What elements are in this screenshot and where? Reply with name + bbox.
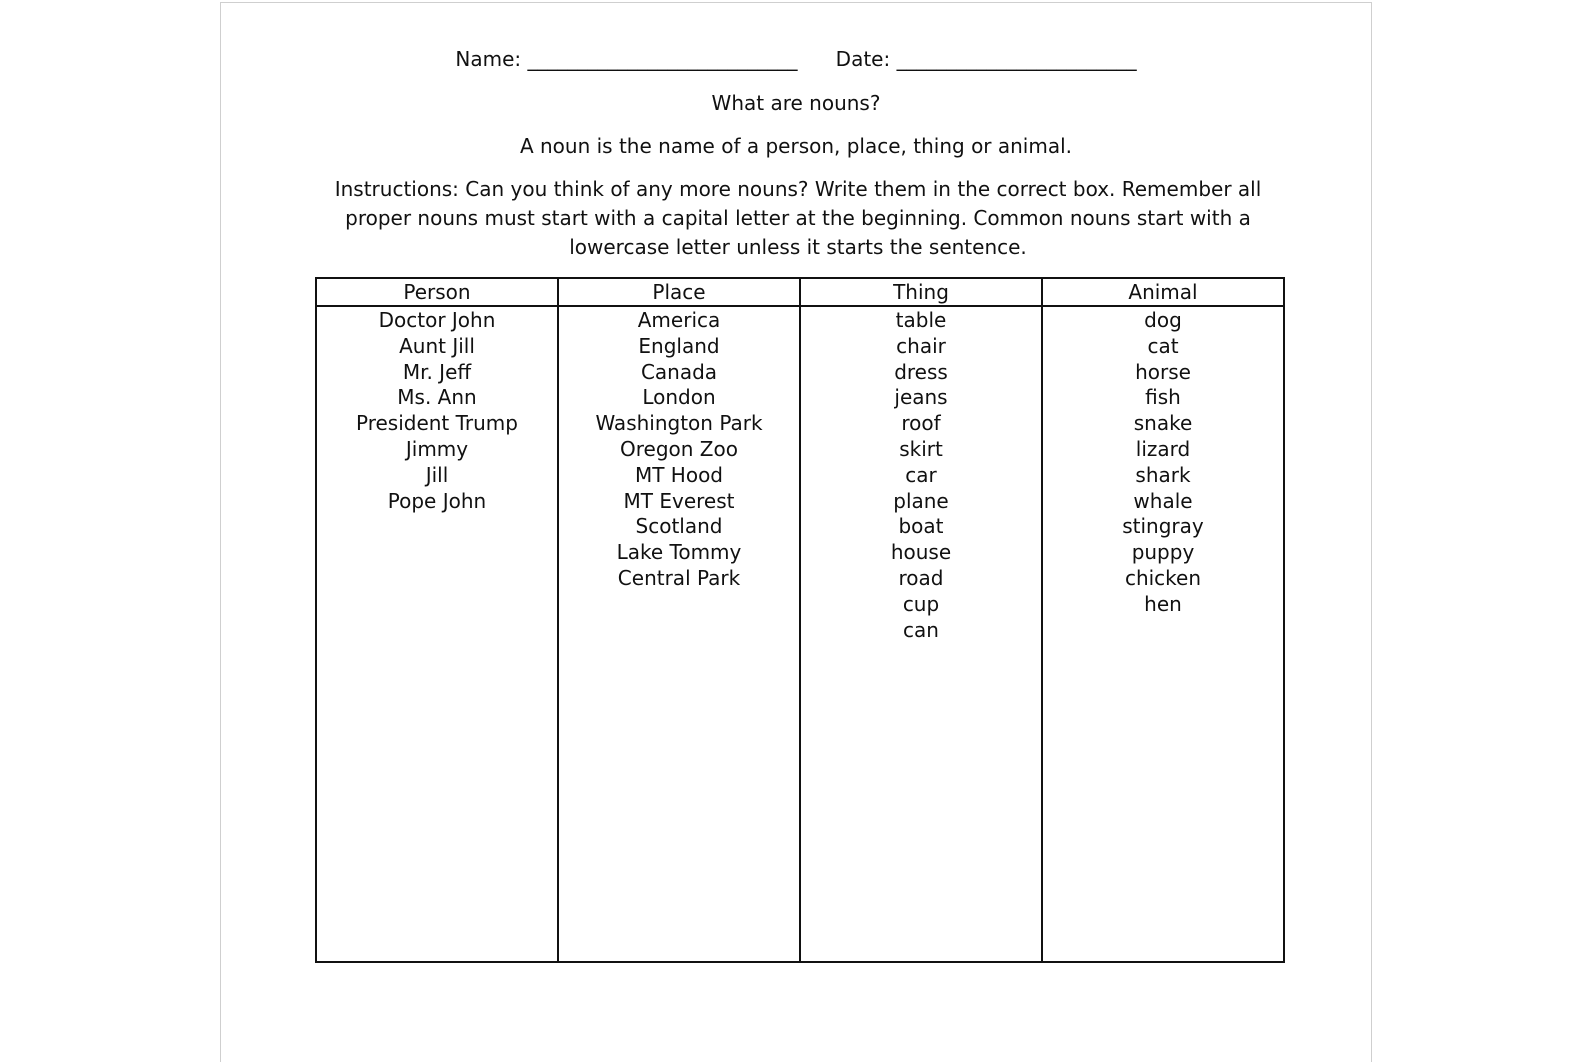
- list-item: Canada: [640, 359, 718, 384]
- list-item: lizard: [1135, 436, 1191, 461]
- list-item: boat: [898, 514, 944, 539]
- list-item: Ms. Ann: [397, 385, 477, 410]
- list-item: Central Park: [617, 565, 741, 590]
- list-item: horse: [1135, 359, 1191, 384]
- list-item: Doctor John: [378, 308, 496, 332]
- thing-column: [800, 306, 1042, 962]
- worksheet-title: What are nouns?: [711, 91, 881, 115]
- list-item: Lake Tommy: [616, 540, 742, 565]
- name-field: Name: ___________________________: [455, 47, 798, 71]
- date-field: Date: ________________________: [835, 47, 1137, 71]
- list-item: President Trump: [355, 411, 518, 436]
- name-date-line: [221, 47, 1371, 71]
- list-item: puppy: [1131, 540, 1195, 565]
- animal-column: [1042, 306, 1284, 962]
- list-item: snake: [1133, 411, 1193, 436]
- list-item: Oregon Zoo: [620, 436, 738, 461]
- header-person: Person: [316, 278, 558, 306]
- list-item: Mr. Jeff: [402, 359, 472, 384]
- person-column: [316, 306, 558, 962]
- list-item: stingray: [1122, 514, 1204, 539]
- list-item: Pope John: [387, 488, 487, 513]
- list-item: whale: [1133, 488, 1193, 513]
- nouns-table: [315, 277, 1285, 963]
- list-item: chicken: [1124, 565, 1202, 590]
- worksheet-page: [220, 2, 1372, 1062]
- header-place: Place: [558, 278, 800, 306]
- list-item: jeans: [894, 385, 948, 410]
- list-item: hen: [1144, 591, 1182, 616]
- list-item: cat: [1147, 333, 1179, 358]
- list-item: Washington Park: [595, 411, 763, 436]
- list-item: fish: [1145, 385, 1181, 410]
- list-item: roof: [901, 411, 941, 436]
- list-item: Aunt Jill: [399, 333, 475, 358]
- place-column: [558, 306, 800, 962]
- instructions-text: Instructions: Can you think of any more nouns? Write them in the correct box. Remember all proper nouns must start with a capital letter at the beginning. Common nouns start with a lowercase letter unless it starts the sentence.: [334, 177, 1262, 259]
- table-row: [316, 306, 1284, 962]
- list-item: skirt: [899, 436, 943, 461]
- list-item: can: [903, 617, 939, 642]
- list-item: table: [895, 308, 947, 332]
- list-item: England: [638, 333, 720, 358]
- list-item: Scotland: [635, 514, 723, 539]
- table-header-row: [316, 278, 1284, 306]
- list-item: Jill: [425, 462, 449, 487]
- list-item: America: [637, 308, 721, 332]
- noun-definition: A noun is the name of a person, place, thing or animal.: [519, 134, 1073, 158]
- list-item: chair: [896, 333, 946, 358]
- list-item: London: [642, 385, 716, 410]
- list-item: plane: [893, 488, 949, 513]
- list-item: house: [890, 540, 952, 565]
- list-item: Jimmy: [405, 436, 469, 461]
- header-thing: Thing: [800, 278, 1042, 306]
- list-item: MT Everest: [623, 488, 735, 513]
- list-item: car: [905, 462, 937, 487]
- list-item: dress: [894, 359, 948, 384]
- list-item: road: [898, 565, 944, 590]
- list-item: shark: [1135, 462, 1191, 487]
- header-animal: Animal: [1042, 278, 1284, 306]
- list-item: MT Hood: [634, 462, 724, 487]
- list-item: cup: [902, 591, 940, 616]
- list-item: dog: [1144, 308, 1182, 332]
